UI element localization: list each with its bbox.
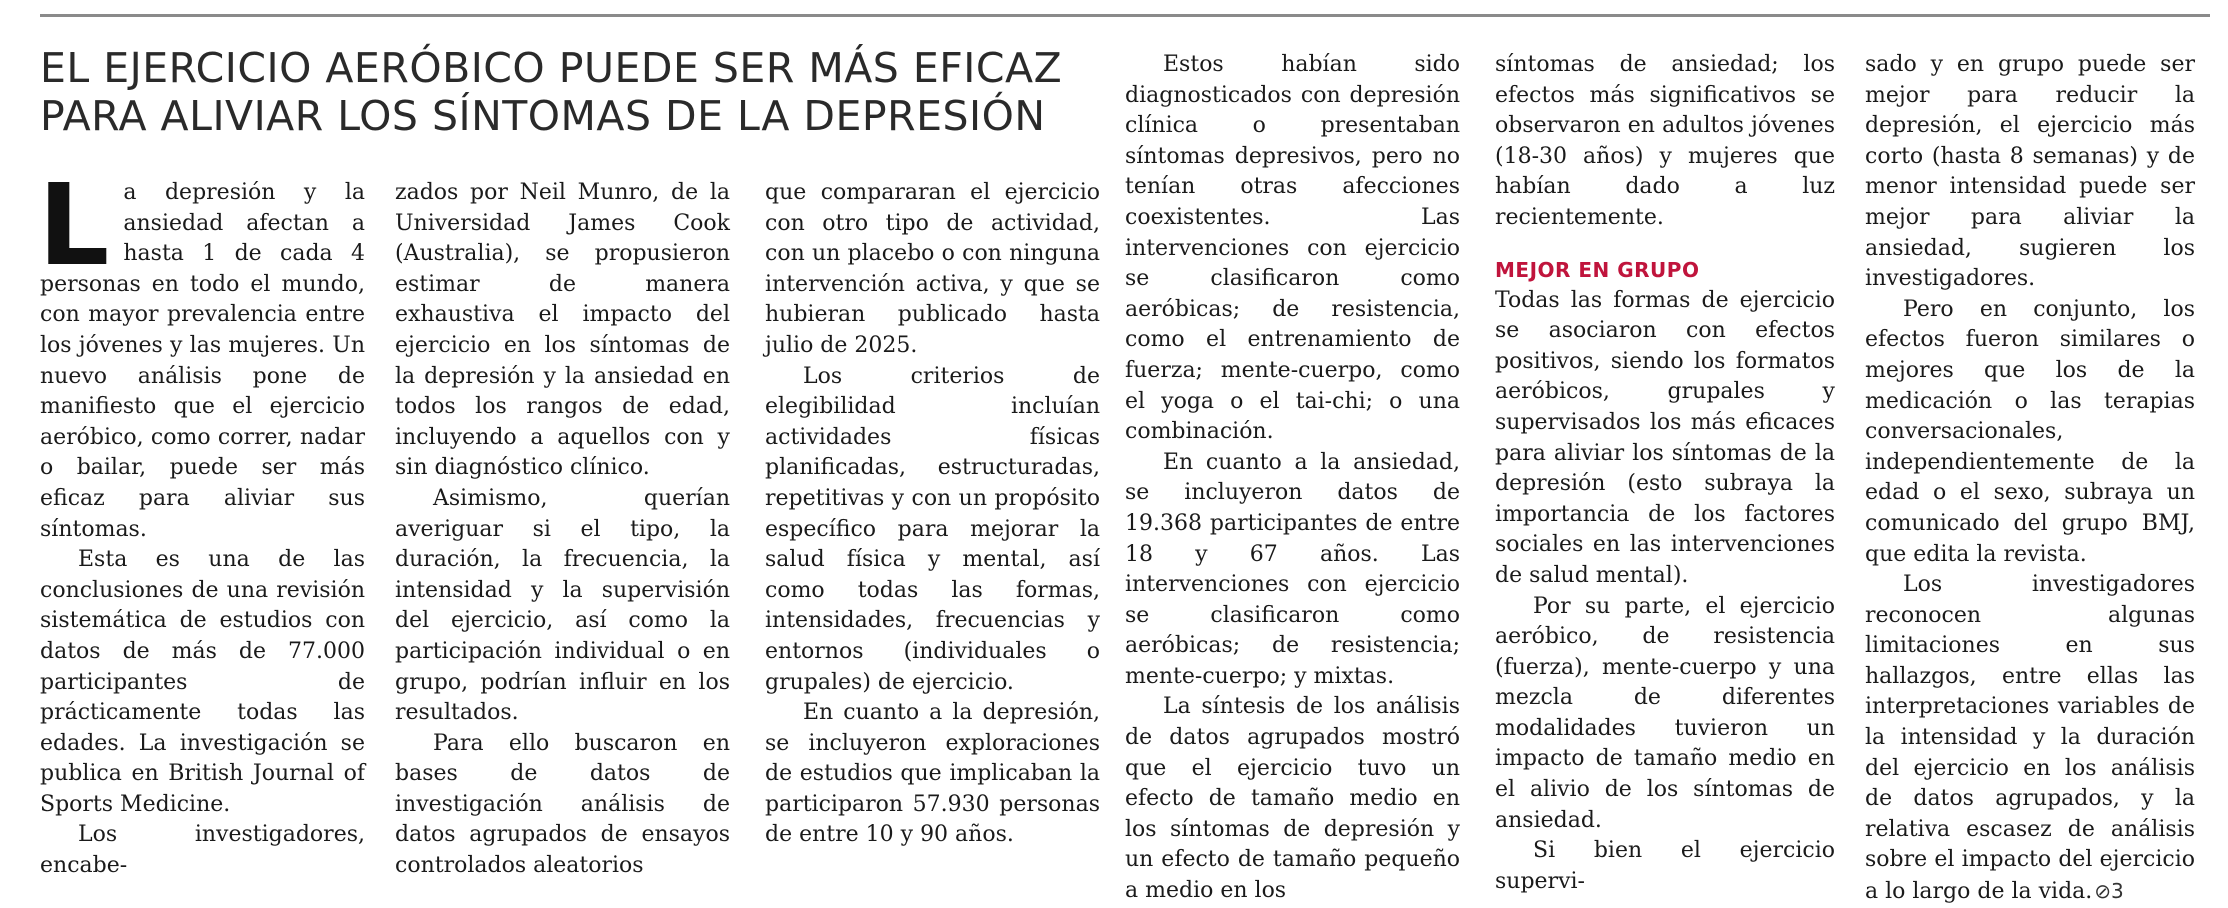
column-3-paragraph-2: Los criterios de elegibilidad incluían actividades físicas planificadas, estructuradas, repetitivas y con un propósito específico para mejorar la salud física y mental, así como todas las formas, intensidades, frecuencias y entornos (individuales o grupales) de ejercicio. <box>765 363 1100 695</box>
column-4-paragraph-2: En cuanto a la ansiedad, se incluyeron datos de 19.368 participantes de entre 18 y 67 años. Las intervenciones con ejercicio se clasificaron como aeróbicas; de resistencia; mente-cuerpo; y mixtas. <box>1125 449 1460 689</box>
headline-line-2: PARA ALIVIAR LOS SÍNTOMAS DE LA DEPRESIÓN <box>40 92 1046 140</box>
column-1-paragraph-3: Los investigadores, encabe- <box>40 822 365 879</box>
column-3-paragraph-1: que compararan el ejercicio con otro tipo de actividad, con un placebo o con ninguna intervención activa, y que se hubieran publicado hasta julio de 2025. <box>765 180 1100 358</box>
headline-line-1: EL EJERCICIO AERÓBICO PUEDE SER MÁS EFICAZ <box>40 44 1063 92</box>
column-5 <box>1495 50 1835 897</box>
column-6 <box>1865 50 2195 908</box>
top-rule <box>40 14 2210 17</box>
drop-cap: L <box>38 161 110 291</box>
column-4 <box>1125 50 1460 907</box>
column-2-paragraph-1: zados por Neil Munro, de la Universidad James Cook (Australia), se propusieron estimar de manera exhaustiva el impacto del ejercicio en los síntomas de la depresión y la ansiedad en todos los rangos de edad, incluyendo a aquellos con y sin diagnóstico clínico. <box>395 180 730 481</box>
column-1-paragraph-2: Esta es una de las conclusiones de una revisión sistemática de estudios con datos de más de 77.000 participantes de prácticamente todas las edades. La investigación se publica en British Journal of Sports Medicine. <box>40 547 365 817</box>
headline <box>40 44 1100 140</box>
column-5-paragraph-1: síntomas de ansiedad; los efectos más significativos se observaron en adultos jóvenes (18-30 años) y mujeres que habían dado a luz recientemente. <box>1495 52 1835 230</box>
column-6-paragraph-3 <box>1865 570 2195 908</box>
column-5-paragraph-3: Por su parte, el ejercicio aeróbico, de resistencia (fuerza), mente-cuerpo y una mezcla de diferentes modalidades tuvieron un impacto de tamaño medio en el alivio de los síntomas de ansiedad. <box>1495 593 1835 833</box>
column-1 <box>38 161 365 882</box>
end-mark-icon: ⊘3 <box>2094 879 2124 904</box>
column-6-paragraph-3-text: Los investigadores reconocen algunas limitaciones en sus hallazgos, entre ellas las interpretaciones variables de la intensidad y la duración del ejercicio en los análisis de datos agrupados, y la relativa escasez de análisis sobre el impacto del ejercicio a lo largo de la vida. <box>1865 572 2195 905</box>
column-1-paragraph-1-text: a depresión y la ansiedad afectan a hasta 1 de cada 4 personas en todo el mundo, con mayor prevalencia entre los jóvenes y las mujeres. Un nuevo análisis pone de manifiesto que el ejercicio aeróbico, como correr, nadar o bailar, puede ser más eficaz para aliviar sus síntomas. <box>40 180 365 542</box>
column-3 <box>765 178 1100 851</box>
column-2-paragraph-3: Para ello buscaron en bases de datos de investigación análisis de datos agrupados de ensayos controlados aleatorios <box>395 730 730 879</box>
column-4-paragraph-3: La síntesis de los análisis de datos agrupados mostró que el ejercicio tuvo un efecto de tamaño medio en los síntomas de depresión y un efecto de tamaño pequeño a medio en los <box>1125 694 1460 904</box>
column-5-paragraph-4: Si bien el ejercicio supervi- <box>1495 838 1835 894</box>
column-2 <box>395 178 730 882</box>
column-2-paragraph-2: Asimismo, querían averiguar si el tipo, la duración, la frecuencia, la intensidad y la supervisión del ejercicio, así como la participación individual o en grupo, podrían influir en los resultados. <box>395 485 730 726</box>
column-6-paragraph-2: Pero en conjunto, los efectos fueron similares o mejores que los de la medicación o las terapias conversacionales, independientemente de la edad o el sexo, subraya un comunicado del grupo BMJ, que edita la revista. <box>1865 296 2195 567</box>
subhead-mejor-en-grupo: MEJOR EN GRUPO <box>1495 257 1700 282</box>
column-5-paragraph-2: Todas las formas de ejercicio se asociaron con efectos positivos, siendo los formatos aeróbicos, grupales y supervisados los más eficaces para aliviar los síntomas de la depresión (esto subraya la importancia de los factores sociales en las intervenciones de salud mental). <box>1495 287 1835 588</box>
column-3-paragraph-3: En cuanto a la depresión, se incluyeron exploraciones de estudios que implicaban la participaron 57.930 personas de entre 10 y 90 años. <box>765 700 1100 848</box>
column-1-paragraph-1 <box>38 161 365 545</box>
column-6-paragraph-1: sado y en grupo puede ser mejor para reducir la depresión, el ejercicio más corto (hasta 8 semanas) y de menor intensidad puede ser mejor para aliviar la ansiedad, sugieren los investigadores. <box>1865 52 2195 292</box>
column-4-paragraph-1: Estos habían sido diagnosticados con depresión clínica o presentaban síntomas depresivos, pero no tenían otras afecciones coexistentes. Las intervenciones con ejercicio se clasificaron como aeróbicas; de resistencia, como el entrenamiento de fuerza; mente-cuerpo, como el yoga o el tai-chi; o una combinación. <box>1125 52 1460 445</box>
